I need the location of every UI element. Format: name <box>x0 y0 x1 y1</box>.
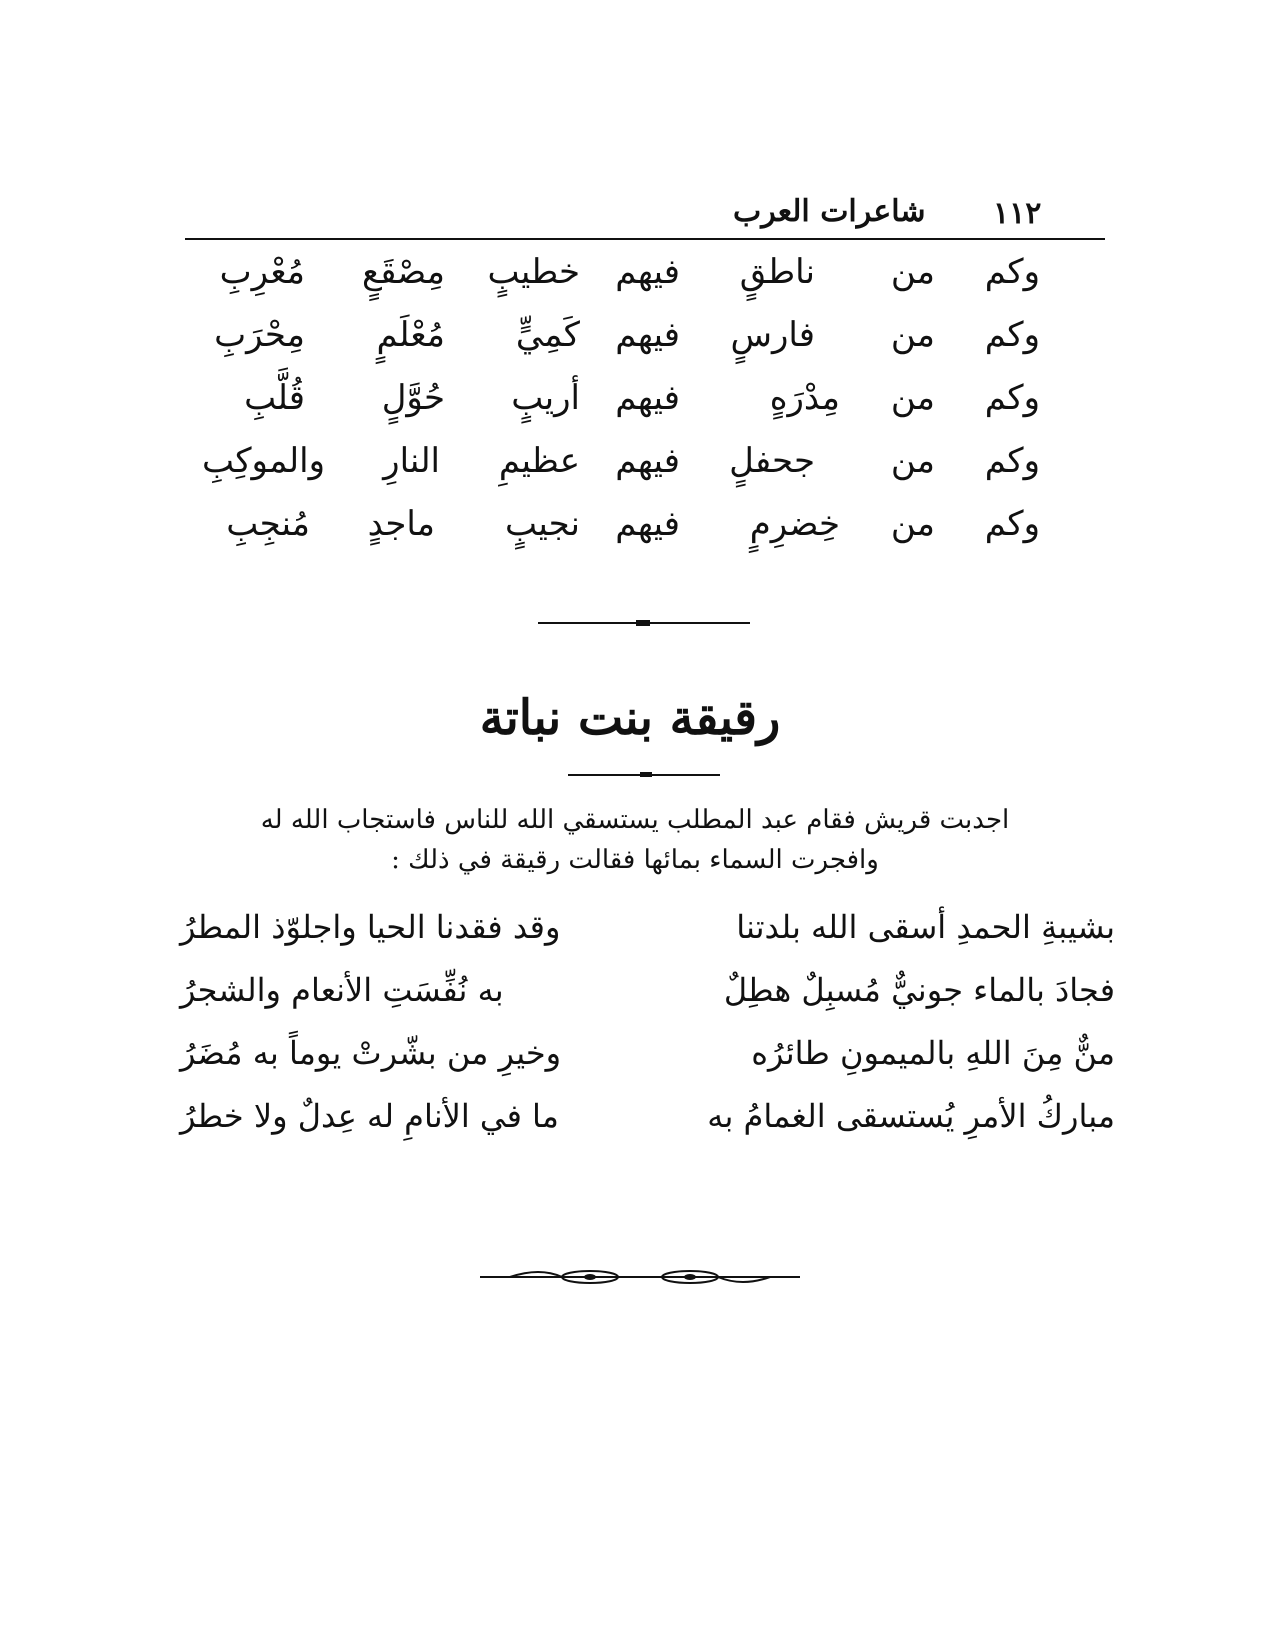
intro-line: اجدبت قريش فقام عبد المطلب يستسقي الله للناس فاستجاب الله له <box>260 805 1010 835</box>
poem-line <box>180 1034 1115 1097</box>
verse-block <box>201 252 1085 567</box>
verse-line <box>201 441 1085 504</box>
verse-word: النارِ <box>383 441 440 481</box>
ornament-dot <box>584 1274 596 1280</box>
verse-word: وكم <box>984 252 1040 292</box>
page-number: ١١٢ <box>993 196 1042 231</box>
page-header <box>185 190 1095 238</box>
poem-second-hemistich: ما في الأنامِ له عِدلٌ ولا خطرُ <box>180 1097 559 1135</box>
section-title: رقيقة بنت نباتة <box>479 690 781 746</box>
title-underline-mark <box>640 772 652 777</box>
verse-word: فيهم <box>615 252 680 292</box>
intro-line: وافجرت السماء بمائها فقالت رقيقة في ذلك : <box>391 845 879 875</box>
running-title: شاعرات العرب <box>733 194 926 229</box>
section-divider-mark <box>636 620 650 626</box>
closing-ornament <box>480 1265 800 1289</box>
verse-word: وكم <box>984 378 1040 418</box>
verse-word: مِدْرَهٍ <box>769 378 840 418</box>
verse-word: من <box>890 315 935 355</box>
verse-word: حُوَّلٍ <box>381 378 445 418</box>
poem-first-hemistich: مباركُ الأمرِ يُستسقى الغمامُ به <box>707 1097 1115 1135</box>
verse-word: خطيبٍ <box>487 252 580 292</box>
verse-word: من <box>890 441 935 481</box>
poem-second-hemistich: وقد فقدنا الحيا واجلوّذ المطرُ <box>180 908 561 946</box>
verse-word: مِصْقَعٍ <box>362 252 445 292</box>
poem-first-hemistich: فجادَ بالماء جونيٌّ مُسبِلٌ هطِلٌ <box>723 971 1115 1009</box>
poem-first-hemistich: بشيبةِ الحمدِ أسقى الله بلدتنا <box>736 908 1115 946</box>
verse-word: مُنجِبِ <box>226 504 310 544</box>
verse-word: مِحْرَبِ <box>214 315 305 355</box>
poem-line <box>180 908 1115 971</box>
verse-word: وكم <box>984 504 1040 544</box>
verse-word: فيهم <box>615 378 680 418</box>
verse-word: ماجدٍ <box>367 504 435 544</box>
header-rule <box>185 238 1105 240</box>
verse-word: مُعْلَمٍ <box>376 315 445 355</box>
poem-line <box>180 971 1115 1034</box>
verse-word: من <box>890 504 935 544</box>
poem-first-hemistich: منٌّ مِنَ اللهِ بالميمونِ طائرُه <box>751 1034 1115 1072</box>
verse-word: فارسٍ <box>730 315 815 355</box>
poem <box>180 908 1115 1160</box>
poem-line <box>180 1097 1115 1160</box>
verse-word: نجيبٍ <box>504 504 580 544</box>
verse-line <box>205 378 1085 441</box>
verse-word: فيهم <box>615 315 680 355</box>
poem-second-hemistich: وخيرِ من بشّرتْ يوماً به مُضَرُ <box>180 1034 562 1072</box>
verse-word: كَمِيٍّ <box>515 315 580 355</box>
verse-word: من <box>890 252 935 292</box>
verse-word: قُلَّبِ <box>244 378 305 418</box>
verse-line <box>205 504 1085 567</box>
verse-word: والموكِبِ <box>201 441 325 481</box>
verse-line <box>205 315 1085 378</box>
verse-word: من <box>890 378 935 418</box>
ornament-dot <box>684 1274 696 1280</box>
verse-word: فيهم <box>615 504 680 544</box>
verse-word: خِضرِمٍ <box>749 504 840 544</box>
verse-word: ناطقٍ <box>739 252 815 292</box>
verse-word: جحفلٍ <box>729 441 815 481</box>
verse-word: عظيمِ <box>498 441 580 481</box>
verse-line <box>205 252 1085 315</box>
verse-word: مُعْرِبِ <box>219 252 305 292</box>
verse-word: فيهم <box>615 441 680 481</box>
poem-second-hemistich: به نُفِّسَتِ الأنعام والشجرُ <box>180 971 504 1009</box>
verse-word: وكم <box>984 315 1040 355</box>
verse-word: وكم <box>984 441 1040 481</box>
verse-word: أريبٍ <box>511 378 580 418</box>
